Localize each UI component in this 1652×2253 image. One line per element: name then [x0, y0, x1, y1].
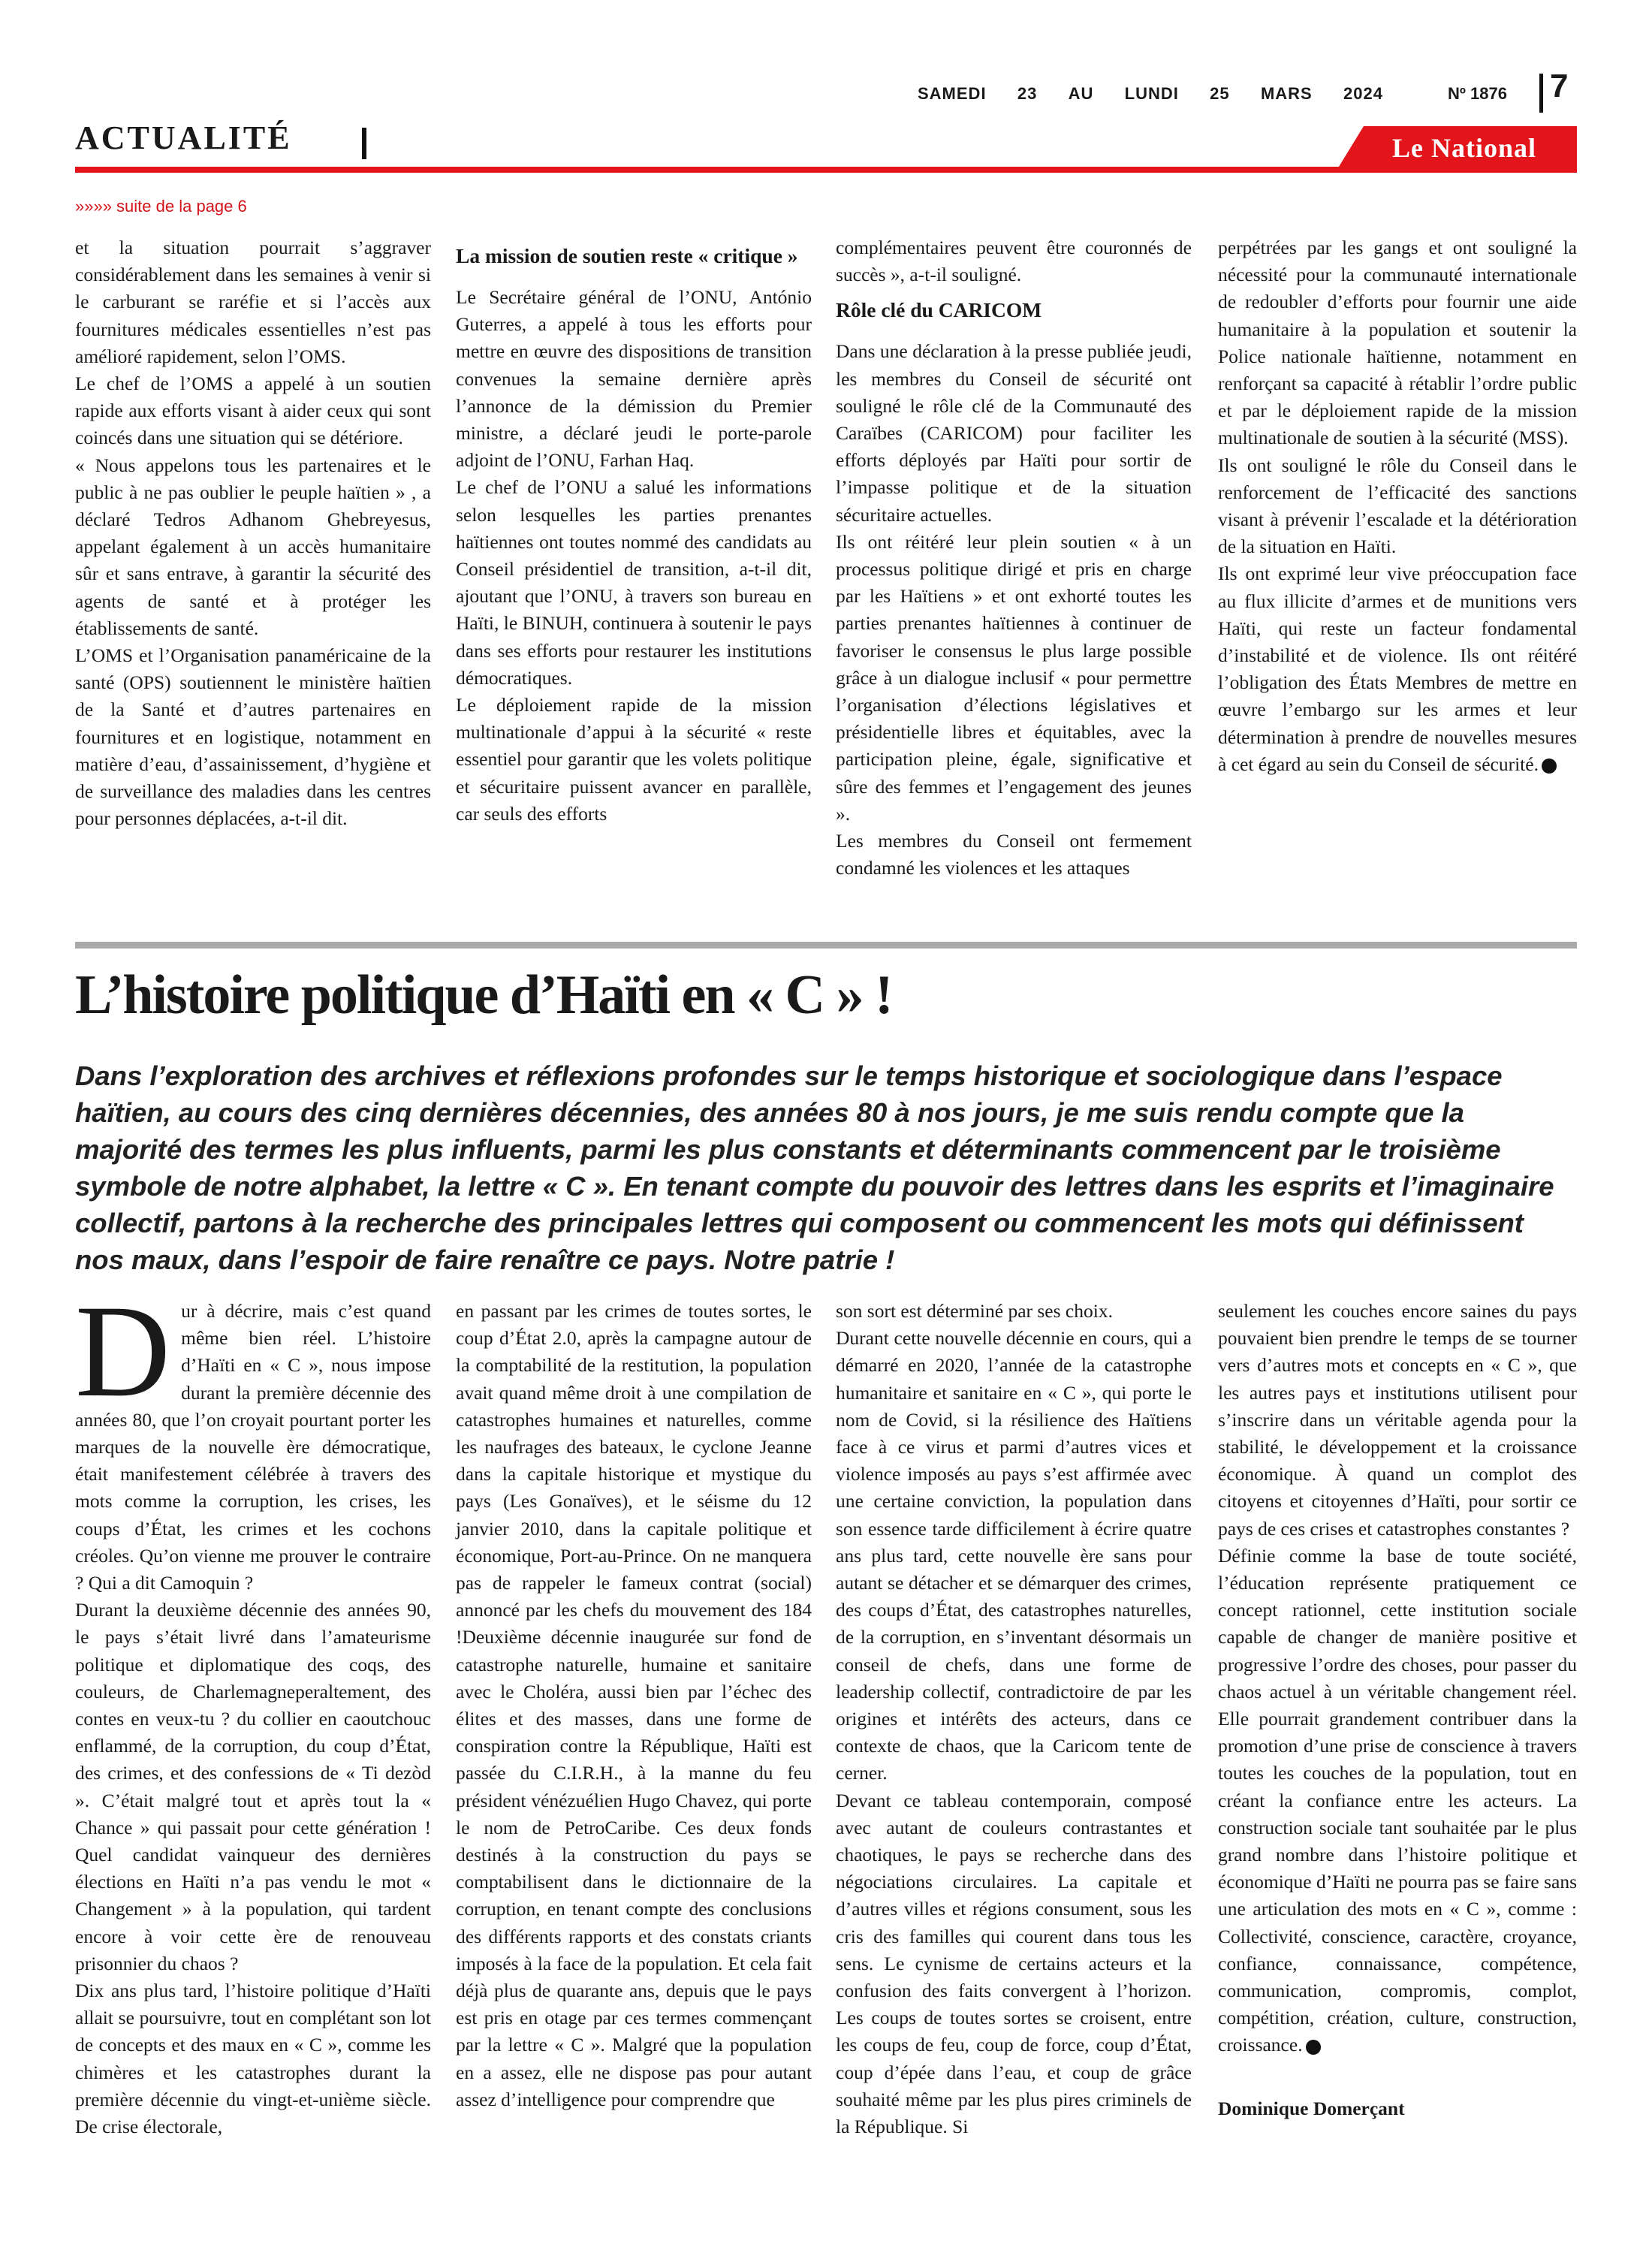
paragraph-text: Définie comme la base de toute société, l’éducation représente pratiquement ce concept rationnel, cette institution sociale capable de changer de manière positive et progressive l’ordre des choses, pour passer du chaos actuel à un véritable changement réel. Elle pourrait grandement contribuer dans la promotion d’une prise de conscience à travers toutes les couches de la population, tout en créant la confiance entre les acteurs. La construction sociale tant souhaitée par le plus grand nombre dans l’histoire politique et économique d’Haïti ne pourra pas se faire sans une articulation des mots en « C », comme : Collectivité, conscience, caractère, croyance, confiance, connaissance, compétence, communication, compromis, complot, compétition, création, culture, construction, croissance. [1218, 1544, 1577, 2056]
date-part: MARS [1260, 84, 1313, 103]
continued-from[interactable]: »»»» suite de la page 6 [75, 197, 247, 216]
paragraph: Dix ans plus tard, l’histoire politique d’Haïti allait se poursuivre, tout en complétant son lot de concepts et des maux en « C », comme les chimères et les catastrophes durant la première décennie du vingt-et-unième siècle. De crise électorale, [75, 1980, 431, 2138]
top-article-col-4 [1218, 234, 1577, 778]
paragraph: Ils ont réitéré leur plein soutien « à un processus politique dirigé et pris en charge par les Haïtiens » et ont exhorté toutes les parties prenantes haïtiennes à continuer de favoriser le consensus le plus large possible grâce à un dialogue inclusif « pour permettre l’organisation d’élections législatives et présidentielle libres et équitables, avec la participation pleine, égale, significative et sûre des femmes et l’engagement des jeunes ». [836, 530, 1192, 825]
main-article-col-1 [75, 1278, 431, 2140]
top-article-col-1 [75, 234, 431, 832]
main-article-col-3 [836, 1298, 1192, 2140]
paragraph: Durant la deuxième décennie des années 90, le pays s’était livré dans l’amateurisme politique et diplomatique des coqs, des couleurs, de Charlemagneperaltement, des contes en veux-tu ? du collier en caoutchouc enflammé, de la corruption, du coup d’État, des crimes, et des confessions de « Ti dezòd ». C’était malgré tout et après tout la « Chance » qui passait pour cette génération ! Quel candidat vainqueur des dernières élections en Haïti n’a pas vendu le mot « Changement » à la population, qui tardent encore à voir cette ère de renouveau prisonnier du chaos ? [75, 1599, 431, 1974]
paragraph: Dans une déclaration à la presse publiée jeudi, les membres du Conseil de sécurité ont souligné le rôle clé de la Communauté des Caraïbes (CARICOM) pour faciliter les efforts déployés par Haïti pour sortir de l’impasse politique et de la situation sécuritaire actuelles. [836, 340, 1192, 526]
top-article-col-3 [836, 234, 1192, 882]
date-part: SAMEDI [918, 84, 987, 103]
author-byline: Dominique Domerçant [1218, 2097, 1405, 2119]
paragraph: perpétrées par les gangs et ont souligné la nécessité pour la communauté internationale de redoubler d’efforts pour fournir une aide humanitaire à la population et soutenir la Police nationale haïtienne, notamment en renforçant sa capacité à rétablir l’ordre public et par le déploiement rapide de la mission multinationale de soutien à la sécurité (MSS). [1218, 237, 1577, 449]
page-number: 7 [1550, 68, 1569, 104]
article-lead: Dans l’exploration des archives et réflexions profondes sur le temps historique et sociologique dans l’espace haïtien, au cours des cinq dernières décennies, des années 80 à nos jours, je me suis rendu compte que la majorité des termes les plus influents, parmi les plus constants et déterminants commencent par le troisième symbole de notre alphabet, la lettre « C ». En tenant compte du pouvoir des lettres dans les esprits et l’imaginaire collectif, partons à la recherche des principales lettres qui composent ou commencent les mots qui définissent nos maux, dans l’espoir de faire renaître ce pays. Notre patrie ! [75, 1060, 1554, 1275]
paragraph [1218, 1543, 1577, 2059]
paragraph: Devant ce tableau contemporain, composé avec autant de couleurs contrastantes et chaotiques, le pays se recherche dans des négociations circulaires. La capitale et d’autres villes et régions consument, sous les cris des familles qui courent dans tous les sens. Le cynisme de certains acteurs et la confusion des faits convergent à l’horizon. Les coups de toutes sortes se croisent, entre les coups de feu, coup de force, coup d’État, coup d’épée dans l’eau, et coup de grâce souhaité même par les plus pires criminels de la République. Si [836, 1789, 1192, 2138]
paragraph: L’OMS et l’Organisation panaméricaine de la santé (OPS) soutiennent le ministère haïtien de la Santé et d’autres partenaires en fournitures et en logistique, notamment en matière d’eau, d’assainissement, d’hygiène et de surveillance des maladies dans les centres pour personnes déplacées, a-t-il dit. [75, 644, 431, 830]
paragraph: et la situation pourrait s’aggraver considérablement dans les semaines à venir si le carburant se raréfie et si l’accès aux fournitures médicales essentielles n’est pas amélioré rapidement, selon l’OMS. [75, 237, 431, 367]
paragraph-text: Ils ont exprimé leur vive préoccupation face au flux illicite d’armes et de munitions vers Haïti, qui reste un facteur fondamental d’instabilité et de violence. Ils ont réitéré l’obligation des États Membres de mettre en œuvre l’embargo sur les armes et leur détermination à prendre de nouvelles mesures à cet égard au sein du Conseil de sécurité. [1218, 562, 1577, 775]
paragraph: en passant par les crimes de toutes sortes, le coup d’État 2.0, après la campagne autour de la comptabilité de la restitution, la population avait quand même droit à une compilation de catastrophes humaines et naturelles, comme les naufrages des bateaux, le cyclone Jeanne dans la capitale historique et mystique du pays (Les Gonaïves), et le séisme du 12 janvier 2010, dans la capitale politique et économique, Port-au-Prince. On ne manquera pas de rappeler le fameux contrat (social) annoncé par les chefs du mouvement des 184 !Deuxième décennie inaugurée sur fond de catastrophe naturelle, humaine et sanitaire avec le Choléra, aussi bien par l’échec des élites et des masses, dans une forme de conspiration contre la République, Haïti est passée du C.I.R.H., à la manne du feu président vénézuélien Hugo Chavez, qui porte le nom de PetroCaribe. Ces deux fonds destinés à la construction du pays se comptabilisent dans le dictionnaire de la corruption, en tenant compte des conclusions des différents rapports et des constats criants imposés à la face de la population. Et cela fait déjà plus de quarante ans, depuis que le pays est pris en otage par ces termes commençant par la lettre « C ». Malgré que la population en a assez, elle ne dispose pas pour autant assez d’intelligence pour comprendre que [456, 1300, 812, 2110]
subheading: La mission de soutien reste « critique » [456, 244, 798, 267]
drop-cap: D [75, 1278, 171, 1425]
date-part: AU [1068, 84, 1094, 103]
end-mark-icon [1306, 2040, 1321, 2055]
paragraph: seulement les couches encore saines du pays pouvaient bien prendre le temps de se tourner vers d’autres mots et concepts en « C », que les autres pays et institutions utilisent pour s’inscrire dans un véritable agenda pour la stabilité, le développement et la croissance économique. À quand un complot des citoyens et citoyennes d’Haïti, pour sortir ce pays de ces crises et catastrophes constantes ? [1218, 1300, 1577, 1540]
paragraph: Le Secrétaire général de l’ONU, António Guterres, a appelé à tous les efforts pour mettre en œuvre des dispositions de transition convenues la semaine dernière après l’annonce de la démission du Premier ministre, a déclaré jeudi le porte-parole adjoint de l’ONU, Farhan Haq. [456, 286, 812, 472]
end-mark-icon [1542, 759, 1557, 774]
date-part: 2024 [1343, 84, 1383, 103]
date-part: LUNDI [1124, 84, 1179, 103]
paragraph: Le chef de l’OMS a appelé à un soutien rapide aux efforts visant à aider ceux qui sont coincés dans une situation qui se détériore. [75, 372, 431, 449]
paragraph-text: ur à décrire, mais c’est quand même bien réel. L’histoire d’Haïti en « C », nous impose durant la première décennie des années 80, que l’on croyait pourtant porter les marques de la nouvelle ère démocratique, était manifestement célébrée à travers des mots comme la corruption, les crises, les coups d’État, les crimes et les cochons créoles. Qu’on vienne me prouver le contraire ? Qui a dit Camoquin ? [75, 1300, 431, 1594]
date-part: 23 [1017, 84, 1038, 103]
header-divider [1539, 74, 1543, 113]
paragraph: Ils ont souligné le rôle du Conseil dans le renforcement de l’efficacité des sanctions visant à prévenir l’escalade et la détérioration de la situation en Haïti. [1218, 454, 1577, 558]
brand-name: Le National [1391, 133, 1536, 163]
top-article-col-2 [456, 234, 812, 828]
paragraph [75, 1278, 431, 1597]
subheading: Rôle clé du CARICOM [836, 298, 1042, 322]
paragraph: Durant cette nouvelle décennie en cours, qui a démarré en 2020, l’année de la catastrophe humanitaire et sanitaire en « C », qui porte le nom de Covid, si la résilience des Haïtiens face à ce virus et parmi d’autres vices et violence imposés au pays s’est affirmée avec une certaine conviction, la population dans son essence tarde difficilement à écrire quatre ans plus tard, cette nouvelle ère sans pour autant se détacher et se démarquer des crimes, des coups d’État, des catastrophes naturelles, de la corruption, en s’inventant désormais un conseil de chefs, dans une forme de leadership collectif, contradictoire de par les origines et intérêts des acteurs, dans ce contexte de chaos, que la Caricom tente de cerner. [836, 1327, 1192, 1784]
issue-number: Nº 1876 [1448, 84, 1507, 103]
paragraph [1218, 560, 1577, 778]
paragraph: complémentaires peuvent être couronnés de succès », a-t-il souligné. [836, 237, 1192, 286]
section-divider [362, 128, 366, 159]
issue-date [918, 84, 1383, 104]
article-title: L’histoire politique d’Haïti en « C » ! [75, 964, 892, 1026]
paragraph: Le chef de l’ONU a salué les informations selon lesquelles les parties prenantes haïtiennes ont toutes nommé des candidats au Conseil présidentiel de transition, a-t-il dit, ajoutant que l’ONU, à travers son bureau en Haïti, le BINUH, continuera à soutenir le pays dans ses efforts pour restaurer les institutions démocratiques. [456, 476, 812, 689]
paragraph: Les membres du Conseil ont fermement condamné les violences et les attaques [836, 830, 1192, 879]
main-article-col-2 [456, 1298, 812, 2113]
section-title: ACTUALITÉ [75, 119, 292, 156]
article-separator [75, 942, 1577, 949]
paragraph: Le déploiement rapide de la mission multinationale d’appui à la sécurité « reste essentiel pour garantir que les volets politique et sécuritaire puissent avancer en parallèle, car seuls des efforts [456, 694, 812, 825]
date-part: 25 [1210, 84, 1230, 103]
paragraph: « Nous appelons tous les partenaires et le public à ne pas oublier le peuple haïtien » , a déclaré Tedros Adhanom Ghebreyesus, appelant également à un accès humanitaire sûr et sans entrave, à garantir la sécurité des agents de santé et à protéger les établissements de santé. [75, 454, 431, 639]
paragraph: son sort est déterminé par ses choix. [836, 1300, 1113, 1322]
main-article-col-4 [1218, 1298, 1577, 2122]
